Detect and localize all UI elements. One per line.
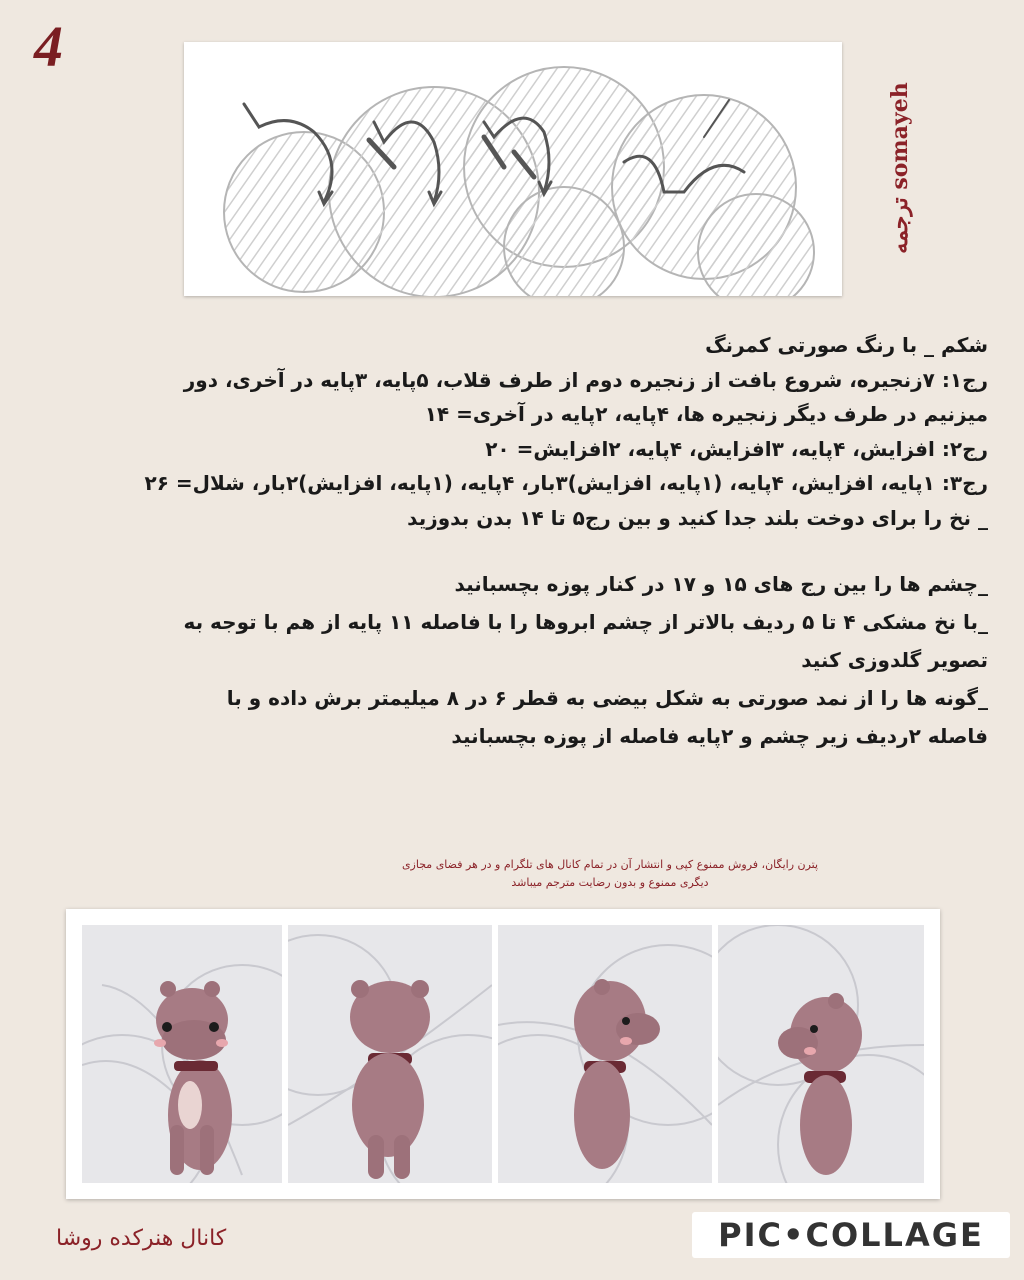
brows-instruction-line-2: تصویر گلدوزی کنید [801, 648, 988, 672]
pic-collage-watermark: PIC•COLLAGE [692, 1212, 1010, 1258]
yarn-ball-icon [224, 67, 814, 296]
section-heading: شکم _ با رنگ صورتی کمرنگ [705, 333, 988, 357]
toy-photo-side-right [718, 925, 924, 1183]
copyright-line-2: دیگری ممنوع و بدون رضایت مترجم میباشد [511, 876, 709, 889]
translator-credit [878, 58, 922, 278]
hippo-toy-side [574, 979, 660, 1169]
brows-instruction-line-1: _با نخ مشکی ۴ تا ۵ ردیف بالاتر از چشم ابروها را با فاصله ۱۱ پایه از هم با توجه به [183, 610, 988, 634]
sew-note: _ نخ را برای دوخت بلند جدا کنید و بین رج۵ تا ۱۴ بدن بدوزید [407, 505, 988, 530]
copyright-note [380, 856, 840, 892]
copyright-line-1: پترن رایگان، فروش ممنوع کپی و انتشار آن در تمام کانال های تلگرام و در هر فضای مجازی [401, 858, 819, 871]
toy-photo-side-left [498, 925, 712, 1183]
row-1-line-2: میزنیم در طرف دیگر زنجیره ها، ۴پایه، ۲پایه در آخری= ۱۴ [424, 402, 988, 426]
toy-photo-back [288, 925, 492, 1183]
pattern-instructions [20, 328, 988, 755]
hippo-toy [154, 981, 232, 1175]
eyes-instruction: _چشم ها را بین رج های ۱۵ و ۱۷ در کنار پوزه بچسبانید [454, 572, 988, 596]
channel-name: کانال هنرکده روشا [56, 1226, 227, 1251]
page-number: 4 [34, 14, 63, 79]
toy-photo-front [82, 925, 282, 1183]
row-3: رج۳: ۱پایه، افزایش، ۴پایه، (۱پایه، افزایش)۳بار، ۴پایه، (۱پایه، افزایش)۲بار، شلال= ۲۶ [144, 471, 988, 495]
translator-credit-text: ترجمه somayeh [887, 82, 913, 254]
cheeks-instruction-line-1: _گونه ها را از نمد صورتی به شکل بیضی به قطر ۶ در ۸ میلیمتر برش داده و با [226, 686, 988, 710]
row-1-line-1: رج۱: ۷زنجیره، شروع بافت از زنجیره دوم از طرف قلاب، ۵پایه، ۳پایه در آخری، دور [183, 367, 988, 392]
hippo-toy-back [350, 980, 430, 1179]
row-2: رج۲: افزایش، ۴پایه، ۳افزایش، ۴پایه، ۲افزایش= ۲۰ [485, 436, 988, 461]
sewing-diagram [184, 42, 842, 296]
photo-collage [66, 909, 940, 1199]
cheeks-instruction-line-2: فاصله ۲ردیف زیر چشم و ۲پایه فاصله از پوزه بچسبانید [451, 724, 988, 748]
